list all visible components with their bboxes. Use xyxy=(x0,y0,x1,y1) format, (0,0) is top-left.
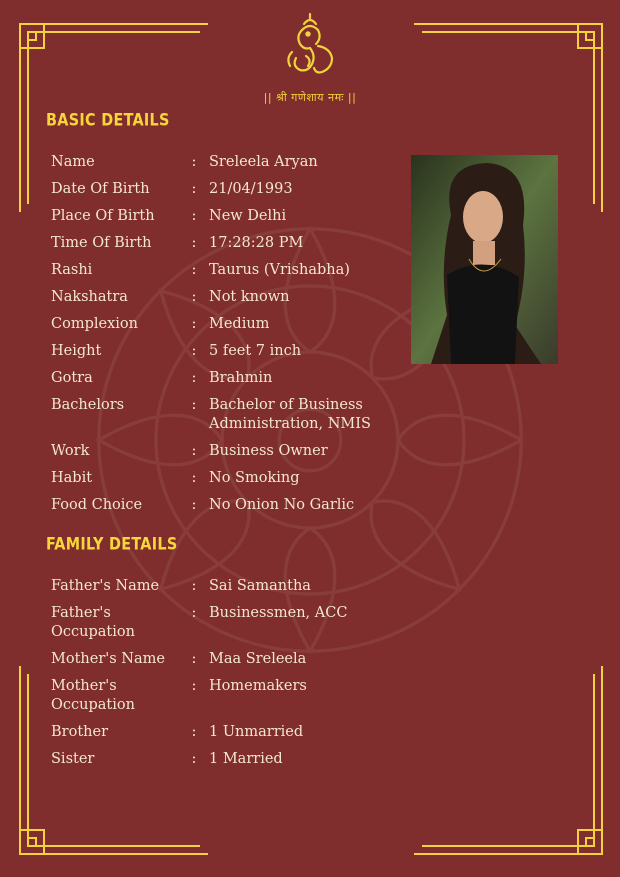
detail-separator: : xyxy=(191,470,197,486)
detail-row-nakshatra xyxy=(51,288,381,307)
detail-label: Sister xyxy=(51,751,95,767)
detail-value: Sai Samantha xyxy=(209,578,311,594)
corner-frame-bottom-right xyxy=(412,664,604,856)
detail-label: Bachelors xyxy=(51,397,125,413)
detail-value: 17:28:28 PM xyxy=(209,235,304,251)
detail-value: Maa Sreleela xyxy=(209,651,307,667)
detail-separator: : xyxy=(191,289,197,305)
detail-separator: : xyxy=(191,497,197,513)
family-row-fathers-occupation xyxy=(51,604,381,642)
detail-value: Business Owner xyxy=(209,443,328,459)
detail-value: New Delhi xyxy=(209,208,287,224)
header xyxy=(0,12,620,105)
detail-label: Work xyxy=(51,443,90,459)
detail-row-dob xyxy=(51,180,381,199)
detail-value: Taurus (Vrishabha) xyxy=(209,262,350,278)
detail-row-bachelors xyxy=(51,396,381,434)
detail-separator: : xyxy=(191,154,197,170)
family-row-brother xyxy=(51,723,381,742)
family-row-fathers-name xyxy=(51,577,381,596)
family-row-mothers-name xyxy=(51,650,381,669)
detail-row-place-of-birth xyxy=(51,207,381,226)
profile-photo-illustration xyxy=(411,155,558,364)
detail-value: No Onion No Garlic xyxy=(209,497,355,513)
detail-separator: : xyxy=(191,235,197,251)
detail-row-food-choice xyxy=(51,496,381,515)
family-row-mothers-occupation xyxy=(51,677,381,715)
detail-row-rashi xyxy=(51,261,381,280)
detail-label: Height xyxy=(51,343,102,359)
detail-separator: : xyxy=(191,724,197,740)
detail-row-time-of-birth xyxy=(51,234,381,253)
detail-value: 1 Married xyxy=(209,751,283,767)
detail-separator: : xyxy=(191,443,197,459)
detail-row-habit xyxy=(51,469,381,488)
mantra-text: || श्री गणेशाय नमः || xyxy=(263,91,357,104)
detail-value: Bachelor of Business Administration, NMIS xyxy=(209,397,371,432)
detail-separator: : xyxy=(191,751,197,767)
detail-value: Businessmen, ACC xyxy=(209,605,348,621)
detail-separator: : xyxy=(191,578,197,594)
detail-row-height xyxy=(51,342,381,361)
detail-separator: : xyxy=(191,605,197,621)
detail-row-gotra xyxy=(51,369,381,388)
detail-value: Brahmin xyxy=(209,370,273,386)
detail-label: Father's Occupation xyxy=(51,605,135,640)
detail-row-name xyxy=(51,153,381,172)
detail-label: Father's Name xyxy=(51,578,160,594)
detail-separator: : xyxy=(191,397,197,413)
detail-value: Medium xyxy=(209,316,270,332)
detail-value: Homemakers xyxy=(209,678,307,694)
family-details-list xyxy=(51,577,381,777)
detail-separator: : xyxy=(191,208,197,224)
detail-separator: : xyxy=(191,343,197,359)
detail-separator: : xyxy=(191,651,197,667)
ganesha-icon xyxy=(282,12,338,82)
detail-separator: : xyxy=(191,678,197,694)
family-row-sister xyxy=(51,750,381,769)
basic-details-title: BASIC DETAILS xyxy=(46,109,170,130)
detail-row-work xyxy=(51,442,381,461)
detail-separator: : xyxy=(191,181,197,197)
detail-label: Brother xyxy=(51,724,108,740)
detail-value: 1 Unmarried xyxy=(209,724,304,740)
detail-separator: : xyxy=(191,316,197,332)
detail-label: Time Of Birth xyxy=(51,235,152,251)
detail-label: Rashi xyxy=(51,262,93,278)
detail-label: Habit xyxy=(51,470,93,486)
basic-details-list xyxy=(51,153,381,523)
detail-label: Name xyxy=(51,154,95,170)
profile-photo xyxy=(411,155,558,364)
detail-value: Sreleela Aryan xyxy=(209,154,318,170)
family-details-title: FAMILY DETAILS xyxy=(46,533,178,554)
detail-label: Place Of Birth xyxy=(51,208,155,224)
detail-value: No Smoking xyxy=(209,470,300,486)
detail-value: Not known xyxy=(209,289,290,305)
detail-row-complexion xyxy=(51,315,381,334)
detail-value: 21/04/1993 xyxy=(209,181,293,197)
detail-label: Nakshatra xyxy=(51,289,128,305)
detail-separator: : xyxy=(191,370,197,386)
detail-label: Mother's Occupation xyxy=(51,678,135,713)
detail-label: Date Of Birth xyxy=(51,181,150,197)
detail-label: Gotra xyxy=(51,370,93,386)
detail-label: Mother's Name xyxy=(51,651,165,667)
detail-label: Food Choice xyxy=(51,497,143,513)
detail-label: Complexion xyxy=(51,316,138,332)
detail-separator: : xyxy=(191,262,197,278)
detail-value: 5 feet 7 inch xyxy=(209,343,302,359)
